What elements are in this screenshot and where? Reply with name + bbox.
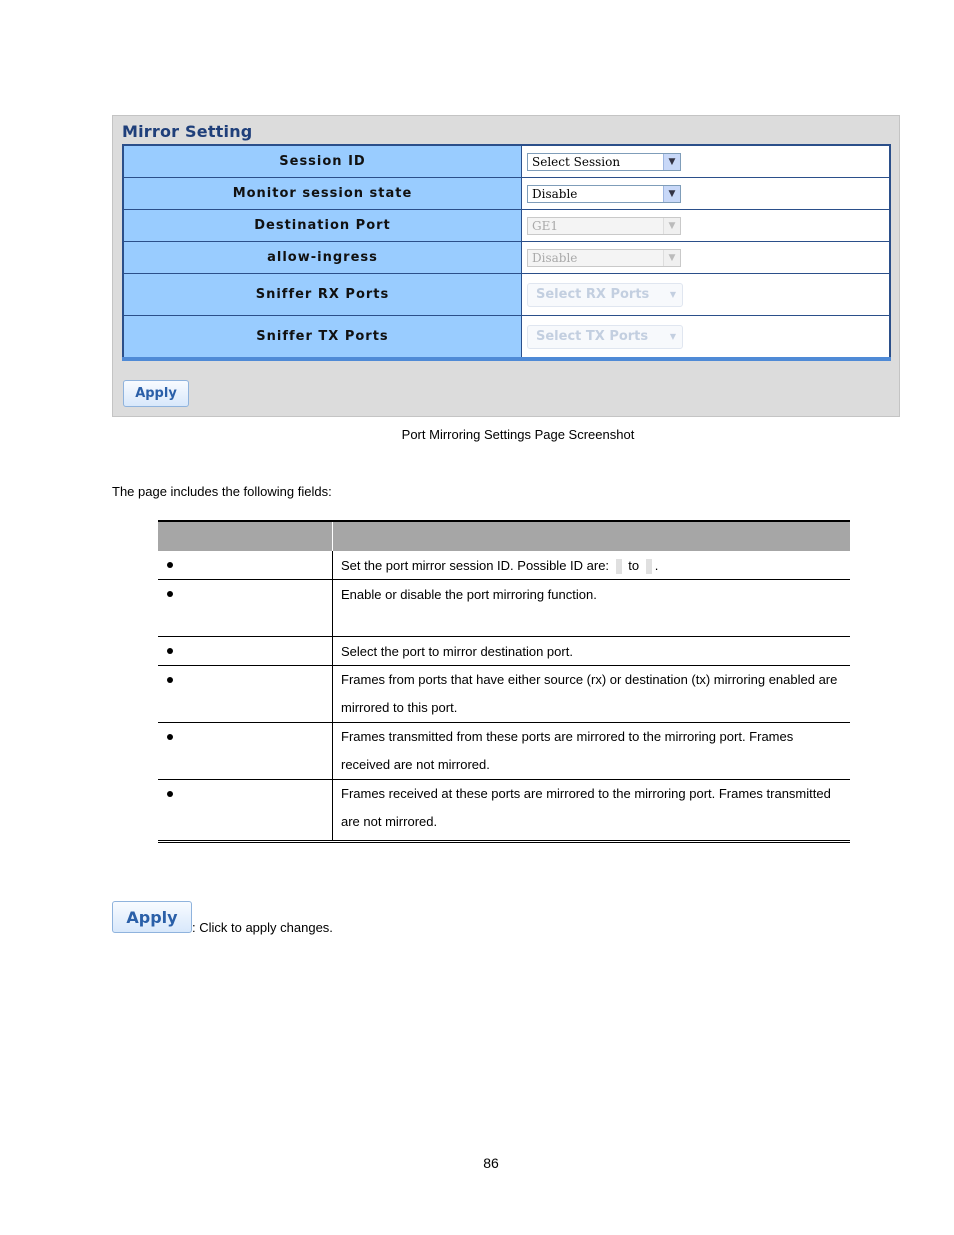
apply-button[interactable]: Apply <box>123 380 189 407</box>
caret-down-icon: ▼ <box>669 290 676 299</box>
allow-ingress-value: Disable <box>532 250 578 265</box>
figure-caption: Port Mirroring Settings Page Screenshot <box>401 427 635 442</box>
monitor-session-state-row <box>123 178 890 210</box>
redacted-value <box>646 559 652 574</box>
destination-port-label: Destination Port <box>123 210 522 242</box>
intro-text: The page includes the following fields: <box>112 484 332 499</box>
caret-down-icon: ▼ <box>669 332 676 341</box>
apply-button-illustration[interactable]: Apply <box>112 901 192 933</box>
bullet-icon <box>167 562 173 568</box>
sniffer-tx-ports-row <box>123 316 890 360</box>
monitor-session-state-value: Disable <box>532 186 578 201</box>
bullet-icon <box>167 734 173 740</box>
allow-ingress-label: allow-ingress <box>123 242 522 274</box>
panel-title: Mirror Setting <box>122 122 253 141</box>
fields-table <box>158 520 850 843</box>
sniffer-rx-ports-label: Sniffer RX Ports <box>123 274 522 316</box>
fields-header-row <box>158 521 850 551</box>
monitor-session-state-select[interactable] <box>527 185 681 203</box>
table-row <box>158 780 850 842</box>
table-row <box>158 551 850 580</box>
field-description: Select the port to mirror destination port. <box>333 637 851 666</box>
mirror-setting-table <box>122 144 891 361</box>
sniffer-rx-ports-row <box>123 274 890 316</box>
session-id-value: Select Session <box>532 154 621 169</box>
bullet-icon <box>167 648 173 654</box>
field-description: Frames from ports that have either source (rx) or destination (tx) mirroring enabled are mirrored to this port. <box>333 666 851 723</box>
mirror-setting-panel <box>112 115 900 417</box>
description-header <box>333 521 851 551</box>
table-row <box>158 637 850 666</box>
session-id-label: Session ID <box>123 145 522 178</box>
bullet-icon <box>167 677 173 683</box>
session-id-select[interactable] <box>527 153 681 171</box>
allow-ingress-select[interactable] <box>527 249 681 267</box>
apply-note: : Click to apply changes. <box>192 920 333 935</box>
monitor-session-state-label: Monitor session state <box>123 178 522 210</box>
sniffer-tx-ports-label: Sniffer TX Ports <box>123 316 522 360</box>
destination-port-select[interactable] <box>527 217 681 235</box>
destination-port-row <box>123 210 890 242</box>
sniffer-rx-ports-value: Select RX Ports <box>536 287 650 302</box>
table-row <box>158 666 850 723</box>
field-description: Frames transmitted from these ports are mirrored to the mirroring port. Frames received are not mirrored. <box>333 723 851 780</box>
page-number: 86 <box>483 1155 499 1171</box>
object-header <box>158 521 333 551</box>
field-description: Set the port mirror session ID. Possible ID are: to . <box>333 551 851 580</box>
bullet-icon <box>167 591 173 597</box>
sniffer-tx-ports-select[interactable] <box>527 325 683 349</box>
field-description: Enable or disable the port mirroring function. <box>333 580 851 637</box>
field-description: Frames received at these ports are mirrored to the mirroring port. Frames transmitted are not mirrored. <box>333 780 851 842</box>
bullet-icon <box>167 791 173 797</box>
destination-port-value: GE1 <box>532 218 558 233</box>
table-row <box>158 723 850 780</box>
redacted-value <box>616 559 622 574</box>
allow-ingress-row <box>123 242 890 274</box>
chevron-down-icon: ▼ <box>663 154 680 170</box>
chevron-down-icon: ▼ <box>663 250 680 266</box>
session-id-row <box>123 145 890 178</box>
sniffer-rx-ports-select[interactable] <box>527 283 683 307</box>
chevron-down-icon: ▼ <box>663 186 680 202</box>
sniffer-tx-ports-value: Select TX Ports <box>536 329 649 344</box>
table-row <box>158 580 850 637</box>
chevron-down-icon: ▼ <box>663 218 680 234</box>
